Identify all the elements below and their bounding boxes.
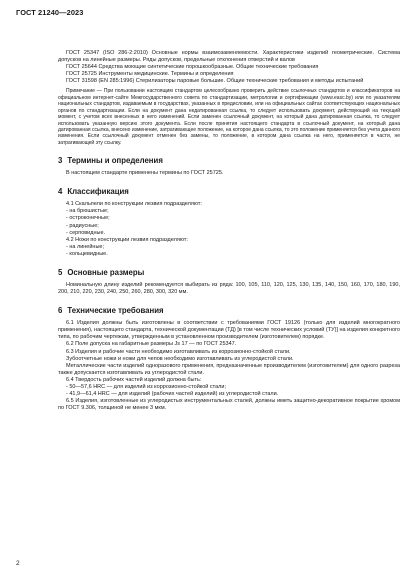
document-code-header: ГОСТ 21240—2023 [16, 8, 84, 17]
list-item: - 41,9—61,4 HRC — для изделий (рабочих частей изделий) из углеродистой стали. [66, 391, 279, 398]
reference-item: ГОСТ 25725 Инструменты медицинские. Термины и определения [66, 71, 234, 78]
section-text: В настоящем стандарте применены термины по ГОСТ 25725. [66, 170, 224, 177]
list-item: - 50—57,6 HRC — для изделий из коррозионно-стойкой стали; [66, 384, 226, 390]
section-text: 4.1 Скальпели по конструкции лезвия подразделяют: [66, 201, 202, 208]
section-text: 6.4 Твердость рабочих частей изделий должна быть: [66, 376, 202, 383]
section-text: Металлические части изделий одноразового применения, предназначенные производителем (изготовителем) для одного разреза также допускается изготавливать из углеродистой стали. [58, 362, 400, 376]
section-text: Зубоотчетные ножи и ножи для чепов необходимо изготавливать из углеродистой стали. [66, 355, 294, 362]
section-text: 6.5 Изделия, изготовленные из углеродистых инструментальных сталей, должны иметь защитно-декоративное покрытие хромом по ГОСТ 9.306, толщиной не менее 3 мкм. [58, 398, 400, 412]
reference-item: ГОСТ 25347 (ISO 286-2:2010) Основные нормы взаимозаменяемости. Характеристики изделий геометрические. Система допусков на линейные размеры. Ряды допусков, предельные отклонения отверстий и валов [58, 50, 400, 64]
reference-item: ГОСТ 31598 (EN 285:1996) Стерилизаторы паровые большие. Общие технические требования и методы испытаний [66, 78, 364, 85]
section-heading: 5 Основные размеры [58, 267, 145, 277]
document-body [58, 50, 400, 412]
section-text: Номинальную длину изделий рекомендуется выбирать из ряда: 100, 105, 110, 120, 125, 130, 135, 140, 150, 160, 170, 180, 190, 200, 210, 220, 230, 240, 250, 260, 280, 300, 320 мм. [58, 281, 400, 296]
note-paragraph: Примечание — При пользовании настоящим стандартом целесообразно проверить действие ссылочных стандартов и классификаторов на официальном интернет-сайте Межгосударственного совета по стандартизации, метрологии и сертификации (www.easc.by) или по указателям национальных стандартов, издаваемым в государствах, указанных в предисловии, или на официальных сайтах соответствующих национальных органов по стандартизации. Если на документ дана недатированная ссылка, то следует использовать документ, действующий на текущий момент, с учетом всех внесенных в него изменений. Если заменен ссылочный документ, на который дана датированная ссылка, то следует использовать указанную версию этого документа. Если после принятия настоящего стандарта в ссылочный документ, на который дана датированная ссылка, внесено изменение, затрагивающее положение, на которое дана ссылка, то это положение применяется без учета данного изменения. Если ссылочный документ отменен без замены, то положение, в котором дана ссылка на него, применяется в части, не затрагивающей эту ссылку. [58, 88, 400, 146]
section-text: 6.1 Изделия должны быть изготовлены в соответствии с требованиями ГОСТ 19126 (только для изделий многократного применения), настоящего стандарта, технической документации (ТД) [в том числе технических условий (ТУ)] на изделия конкретного типа, по рабочим чертежам, утвержденным в установленном производителем (изготовителем) порядке. [58, 320, 400, 341]
list-item: - серповидные. [66, 229, 106, 236]
section-text: 6.2 Поле допуска на габаритные размеры Js 17 — по ГОСТ 25347. [66, 341, 237, 348]
list-item: - остроконечные; [66, 215, 110, 222]
list-item: - на линейные; [66, 243, 105, 250]
page-number: 2 [16, 560, 20, 567]
section-heading: 3 Термины и определения [58, 156, 163, 166]
list-item: - кольцевидные. [66, 250, 108, 257]
list-item: - на брюшистые; [66, 208, 109, 215]
section-text: 4.2 Ножи по конструкции лезвия подразделяют: [66, 236, 188, 243]
reference-item: ГОСТ 25644 Средства моющие синтетические порошкообразные. Общие технические требования [66, 64, 319, 71]
section-heading: 6 Технические требования [58, 306, 164, 316]
section-heading: 4 Классификация [58, 187, 129, 197]
list-item: - радиусные; [66, 222, 99, 229]
section-text: 6.3 Изделия и рабочие части необходимо изготавливать из коррозионно-стойкой стали. [66, 348, 291, 355]
